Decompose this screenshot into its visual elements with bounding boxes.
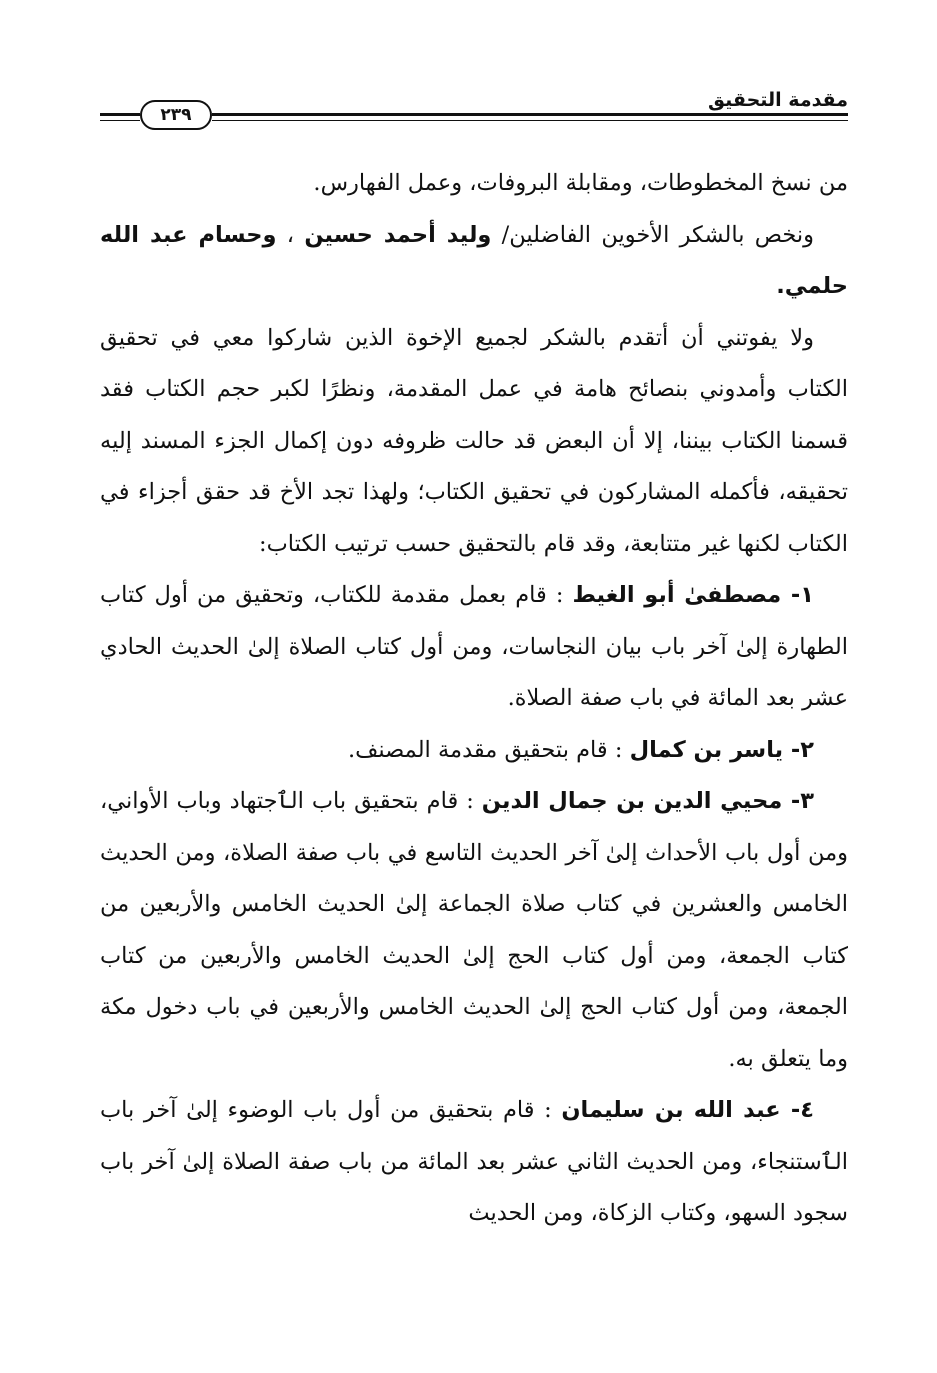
paragraph-text: ولا يفوتني أن أتقدم بالشكر لجميع الإخوة الذين شاركوا معي في تحقيق الكتاب وأمدوني بنصائح هامة في عمل المقدمة، ونظرًا لكبر حجم الكتاب فقد قسمنا الكتاب بيننا، إلا أن البعض قد حالت ظروفه دون إكمال الجزء المسند إليه تحقيقه، فأكمله المشاركون في تحقيق الكتاب؛ ولهذا تجد الأخ قد حقق أجزاء في الكتاب لكنها غير متتابعة، وقد قام بالتحقيق حسب ترتيب الكتاب: <box>100 324 848 557</box>
paragraph-participants <box>100 313 848 571</box>
contributor-name: ١- مصطفىٰ أبو الغيط <box>572 582 814 608</box>
sentence-end: . <box>776 273 785 299</box>
contributor-description: : قام بتحقيق مقدمة المصنف. <box>347 736 623 763</box>
contributor-name: ٣- محيي الدين بن جمال الدين <box>481 788 814 814</box>
list-item <box>100 1085 848 1240</box>
thanked-name-2: وحسام عبد الله حلمي <box>100 221 848 299</box>
paragraph-thanks <box>100 210 848 313</box>
running-title: مقدمة التحقيق <box>708 89 848 111</box>
page-body <box>100 158 848 1240</box>
header-rule-thin <box>212 120 848 121</box>
page-number: ٢٣٩ <box>160 105 192 125</box>
contributor-description: : قام بتحقيق من أول باب الوضوء إلىٰ آخر باب الٱستنجاء، ومن الحديث الثاني عشر بعد المائة من باب صفة الصلاة إلىٰ آخر باب سجود السهو، وكتاب الزكاة، ومن الحديث <box>100 1097 848 1226</box>
header-rule-left-thick <box>100 113 140 116</box>
page-number-frame <box>140 100 212 130</box>
contributor-description: : قام بعمل مقدمة للكتاب، وتحقيق من أول كتاب الطهارة إلىٰ آخر باب بيان النجاسات، ومن أول كتاب الصلاة إلىٰ الحديث الحادي عشر بعد المائة في باب صفة الصلاة. <box>100 582 848 711</box>
list-item <box>100 776 848 1085</box>
header-rule-thick <box>212 113 848 116</box>
thanked-name-1: وليد أحمد حسين <box>304 221 492 248</box>
page-header <box>100 88 848 132</box>
header-rule-left-thin <box>100 120 140 121</box>
list-item <box>100 570 848 725</box>
paragraph-text: من نسخ المخطوطات، ومقابلة البروفات، وعمل الفهارس. <box>313 170 848 196</box>
contributor-name: ٢- ياسر بن كمال <box>629 736 814 763</box>
name-separator: ، <box>276 221 305 248</box>
list-item <box>100 725 848 777</box>
paragraph-continuation <box>100 158 848 210</box>
contributor-name: ٤- عبد الله بن سليمان <box>561 1097 814 1123</box>
paragraph-text: ونخص بالشكر الأخوين الفاضلين/ <box>491 221 814 248</box>
contributor-description: : قام بتحقيق باب الٱجتهاد وباب الأواني، ومن أول باب الأحداث إلىٰ آخر الحديث التاسع في باب صفة الصلاة، ومن الحديث الخامس والعشرين في كتاب صلاة الجماعة إلىٰ الحديث الخامس والأربعين من كتاب الجمعة، ومن أول كتاب الحج إلىٰ الحديث الخامس والأربعين من كتاب الجمعة، ومن أول كتاب الحج إلىٰ الحديث الخامس والأربعين في باب دخول مكة وما يتعلق به. <box>100 788 848 1072</box>
